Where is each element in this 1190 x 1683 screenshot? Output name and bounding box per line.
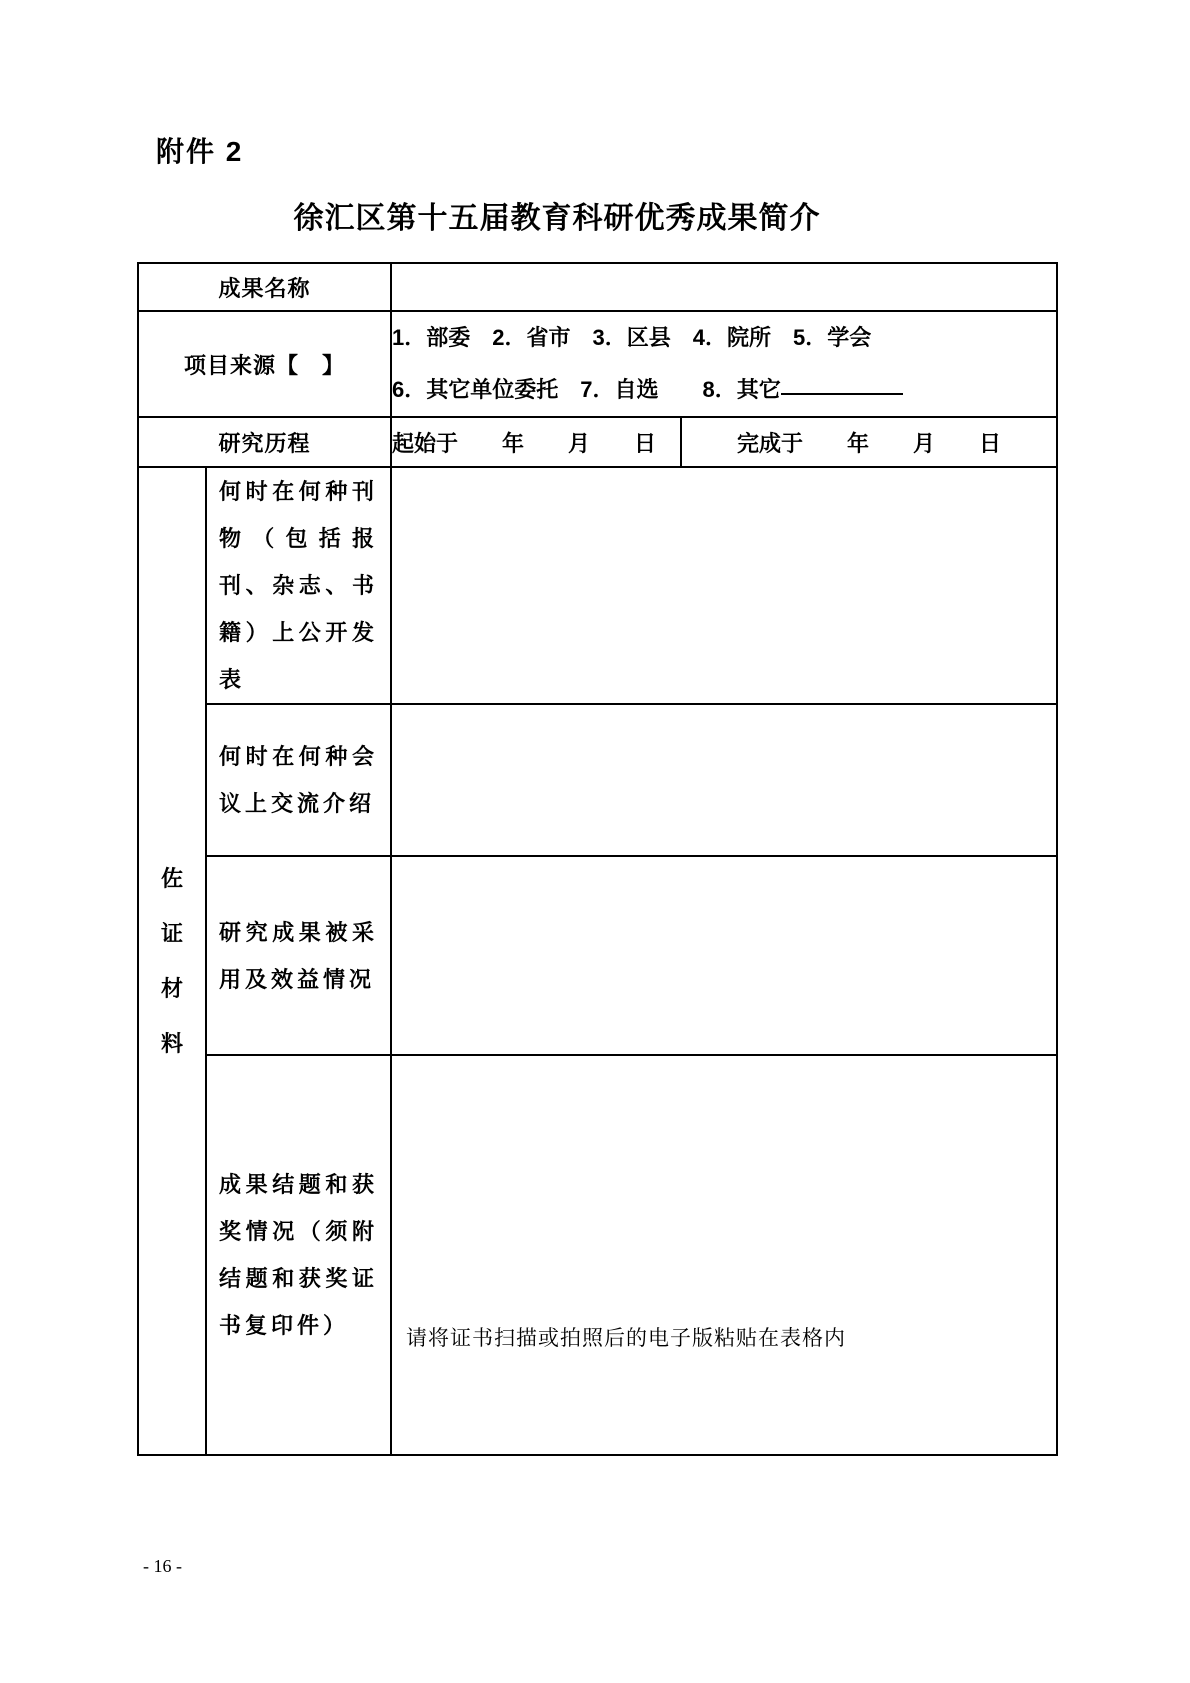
- result-name-label: 成果名称: [138, 263, 391, 311]
- table-row: [138, 311, 1057, 417]
- evidence-award-label: 成果结题和获奖情况（须附结题和获奖证书复印件）: [219, 1172, 379, 1338]
- evidence-award-label-cell: [206, 1055, 391, 1455]
- evidence-adoption-field[interactable]: [391, 856, 1057, 1055]
- project-source-options-line1: 1．部委 2．省市 3．区县 4．院所 5．学会: [392, 325, 872, 350]
- evidence-adoption-label: 研究成果被采用及效益情况: [219, 919, 379, 992]
- project-source-options[interactable]: [391, 311, 1057, 417]
- evidence-conference-label: 何时在何种会议上交流介绍: [219, 744, 379, 816]
- evidence-adoption-label-cell: [206, 856, 391, 1055]
- table-row: [138, 1055, 1057, 1455]
- table-row: [138, 417, 1057, 467]
- certificate-paste-note: 请将证书扫描或拍照后的电子版粘贴在表格内: [406, 1326, 847, 1350]
- table-row: [138, 704, 1057, 856]
- evidence-award-field[interactable]: [391, 1055, 1057, 1455]
- project-source-options-line2: 6．其它单位委托 7．自选 8．其它: [392, 364, 1056, 416]
- research-course-start-field[interactable]: 起始于 年 月 日: [391, 417, 681, 467]
- evidence-publication-label-cell: [206, 467, 391, 704]
- attachment-label: 附件 2: [156, 136, 244, 167]
- evidence-conference-field[interactable]: [391, 704, 1057, 856]
- research-course-label: 研究历程: [138, 417, 391, 467]
- evidence-publication-label: 何时在何种刊物（包括报刊、杂志、书籍）上公开发表: [219, 479, 379, 692]
- page-number: - 16 -: [143, 1556, 182, 1576]
- evidence-publication-field[interactable]: [391, 467, 1057, 704]
- evidence-conference-label-cell: [206, 704, 391, 856]
- other-blank-underline[interactable]: [781, 391, 903, 395]
- result-name-field[interactable]: [391, 263, 1057, 311]
- evidence-group-label-cell: [138, 467, 206, 1455]
- form-table: [137, 262, 1058, 1456]
- project-source-label: 项目来源【 】: [138, 311, 391, 417]
- evidence-group-label: 佐证材料: [161, 866, 184, 1056]
- table-row: [138, 856, 1057, 1055]
- table-row: [138, 263, 1057, 311]
- research-course-end-field[interactable]: 完成于 年 月 日: [681, 417, 1057, 467]
- page-title: 徐汇区第十五届教育科研优秀成果简介: [293, 202, 821, 235]
- table-row: [138, 467, 1057, 704]
